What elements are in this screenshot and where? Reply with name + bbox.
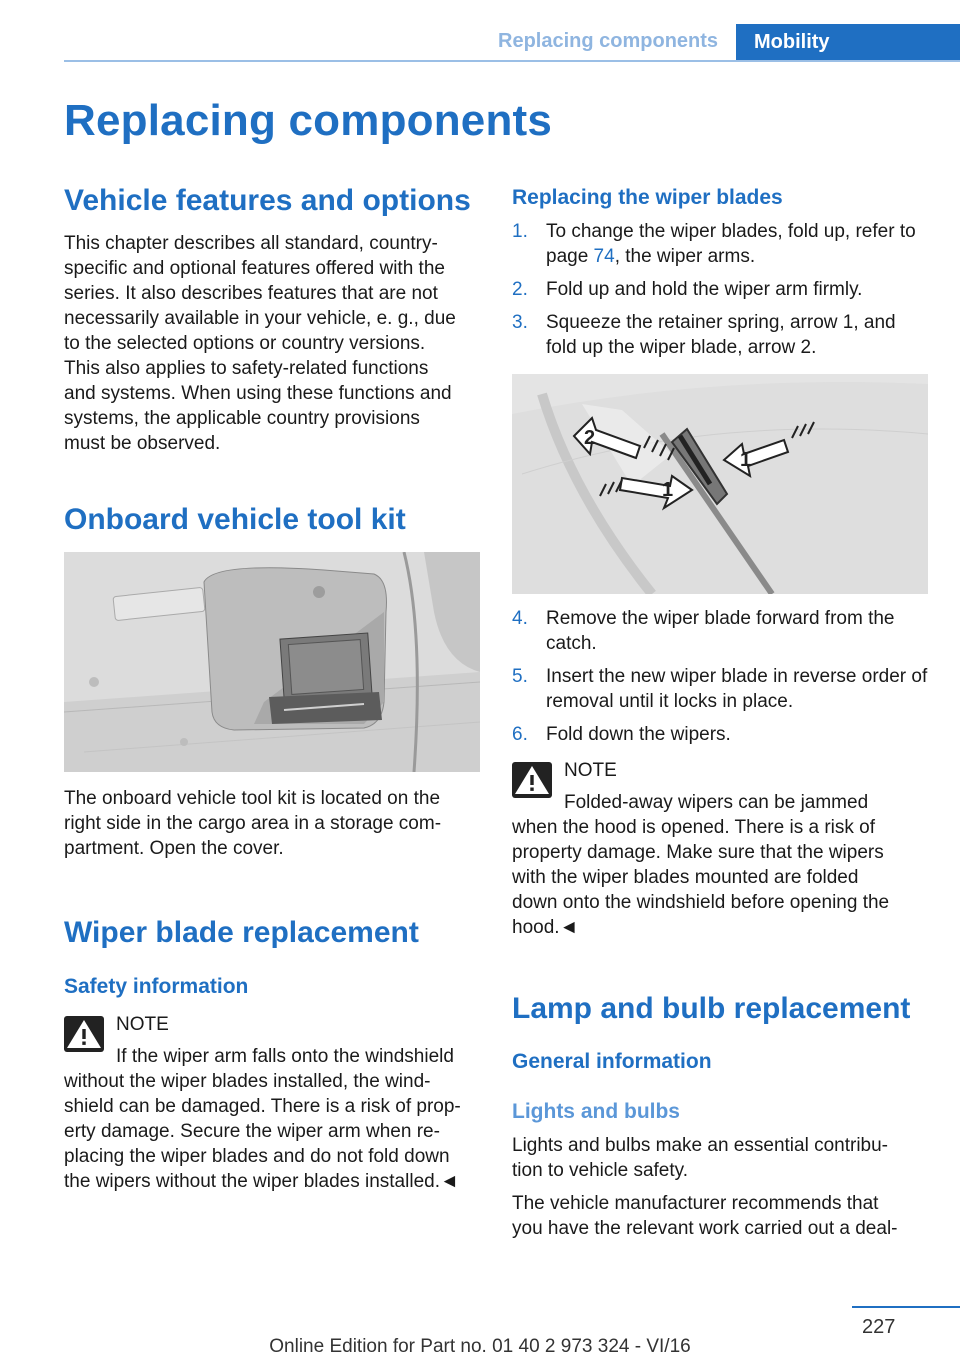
safety-information-heading: Safety information bbox=[64, 975, 249, 998]
header-rule bbox=[64, 60, 960, 62]
text-line: you have the relevant work carried out a deal- bbox=[512, 1218, 898, 1239]
note-label: NOTE bbox=[116, 1014, 169, 1035]
text-line: Lights and bulbs make an essential contribu- bbox=[512, 1135, 889, 1156]
text-line: right side in the cargo area in a storage com- bbox=[64, 813, 442, 834]
text-line: tion to vehicle safety. bbox=[512, 1160, 689, 1181]
step-text: Fold down the wipers. bbox=[546, 724, 731, 745]
text-line: placing the wiper blades and do not fold down bbox=[64, 1146, 450, 1167]
note-label: NOTE bbox=[564, 760, 617, 781]
text-line: The vehicle manufacturer recommends that bbox=[512, 1193, 879, 1214]
vehicle-features-text bbox=[64, 231, 480, 456]
text-line: the wipers without the wiper blades installed.◄ bbox=[64, 1171, 459, 1192]
text-line: hood.◄ bbox=[512, 917, 579, 938]
text-line: shield can be damaged. There is a risk of prop- bbox=[64, 1096, 461, 1117]
text-line: This chapter describes all standard, country- bbox=[64, 233, 438, 254]
step-number: 2. bbox=[512, 279, 528, 300]
list-item bbox=[512, 219, 928, 269]
text-line: partment. Open the cover. bbox=[64, 838, 284, 859]
header-chapter-label: Mobility bbox=[754, 31, 830, 53]
header-chapter-tab bbox=[736, 24, 960, 62]
text-line: with the wiper blades mounted are folded bbox=[512, 867, 859, 888]
step-text: Squeeze the retainer spring, arrow 1, and fold up the wiper blade, arrow 2. bbox=[546, 312, 896, 358]
step-text: Fold up and hold the wiper arm firmly. bbox=[546, 279, 863, 300]
page-number: 227 bbox=[862, 1316, 896, 1338]
text-line: series. It also describes features that are not bbox=[64, 283, 438, 304]
text-line: when the hood is opened. There is a risk of bbox=[512, 817, 875, 838]
text-line: down onto the windshield before opening the bbox=[512, 892, 890, 913]
list-item bbox=[512, 606, 928, 656]
text-line: to the selected options or country versions. bbox=[64, 333, 426, 354]
lamp-bulb-heading: Lamp and bulb replacement bbox=[512, 992, 911, 1025]
text-line: without the wiper blades installed, the wind- bbox=[64, 1071, 431, 1092]
arrow-2-label: 2 bbox=[584, 427, 596, 449]
step-number: 4. bbox=[512, 608, 528, 629]
replacing-wiper-blades-heading: Replacing the wiper blades bbox=[512, 186, 783, 209]
text-line: Folded-away wipers can be jammed bbox=[564, 792, 869, 813]
text-line: systems, the applicable country provisions bbox=[64, 408, 420, 429]
text-line: specific and optional features offered with the bbox=[64, 258, 445, 279]
footer-edition: Online Edition for Part no. 01 40 2 973 324 - VI/16 bbox=[269, 1336, 691, 1357]
text-line: property damage. Make sure that the wipers bbox=[512, 842, 884, 863]
text-line: The onboard vehicle tool kit is located on the bbox=[64, 788, 441, 809]
page-reference-link[interactable]: 74 bbox=[593, 246, 615, 267]
vehicle-features-heading: Vehicle features and options bbox=[64, 184, 471, 217]
step-text: , the wiper arms. bbox=[614, 246, 756, 267]
general-information-heading: General information bbox=[512, 1050, 712, 1073]
text-line: must be observed. bbox=[64, 433, 221, 454]
list-item bbox=[512, 722, 928, 747]
step-number: 1. bbox=[512, 221, 528, 242]
wiper-steps-list-b bbox=[512, 606, 928, 755]
wiper-blade-illustration bbox=[512, 374, 928, 594]
wiper-blade-heading: Wiper blade replacement bbox=[64, 916, 419, 949]
wiper-folding-note bbox=[512, 790, 928, 940]
text-line: erty damage. Secure the wiper arm when re- bbox=[64, 1121, 440, 1142]
tool-kit-text bbox=[64, 786, 480, 861]
list-item bbox=[512, 277, 928, 302]
step-text: To change the wiper blades, fold up, refer to page bbox=[546, 221, 916, 267]
text-line: necessarily available in your vehicle, e. g., due bbox=[64, 308, 456, 329]
step-text: Remove the wiper blade forward from the catch. bbox=[546, 608, 895, 654]
lights-bulbs-heading: Lights and bulbs bbox=[512, 1100, 680, 1123]
page-title: Replacing components bbox=[64, 96, 553, 145]
footer-rule bbox=[852, 1306, 960, 1308]
text-line: If the wiper arm falls onto the windshield bbox=[116, 1046, 454, 1067]
lights-bulbs-text bbox=[512, 1133, 928, 1183]
manufacturer-recommendation-text bbox=[512, 1191, 928, 1241]
arrow-1-label: 1 bbox=[740, 449, 752, 471]
text-line: This also applies to safety-related functions bbox=[64, 358, 429, 379]
list-item bbox=[512, 664, 928, 714]
header-section-title: Replacing components bbox=[498, 30, 719, 52]
tool-kit-heading: Onboard vehicle tool kit bbox=[64, 503, 406, 536]
step-number: 3. bbox=[512, 312, 528, 333]
list-item bbox=[512, 310, 928, 360]
arrow-1-label: 1 bbox=[662, 479, 674, 501]
step-number: 5. bbox=[512, 666, 528, 687]
step-text: Insert the new wiper blade in reverse order of removal until it locks in place. bbox=[546, 666, 928, 712]
step-number: 6. bbox=[512, 724, 528, 745]
wiper-safety-note bbox=[64, 1044, 480, 1194]
text-line: and systems. When using these functions and bbox=[64, 383, 452, 404]
wiper-steps-list-a bbox=[512, 219, 928, 368]
tool-kit-photo bbox=[64, 552, 480, 772]
